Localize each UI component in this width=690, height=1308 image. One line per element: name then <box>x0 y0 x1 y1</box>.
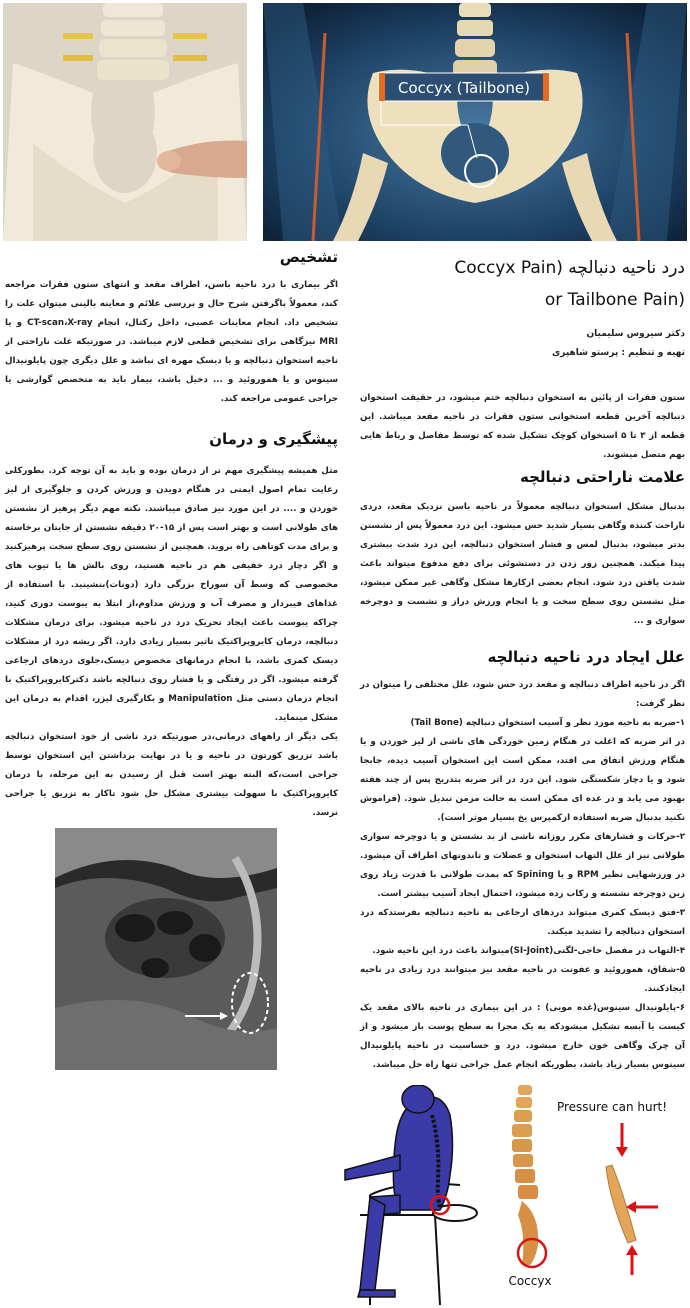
title-line-2: (or Tailbone Pain <box>544 290 685 310</box>
editor: تهیه و تنظیم : پرستو شاهپری <box>551 348 685 358</box>
pressure-label: Pressure can hurt! <box>556 1100 668 1114</box>
byline <box>360 325 685 363</box>
coccyx-diagram-label: Coccyx <box>508 1274 552 1288</box>
symptoms-paragraph: بدنبال مشکل استخوان دنبالچه معمولاً در ناحیه باسن نزدیک مقعد، دردی ناراحت کننده وگاهی بسیار شدید حس میشود. این درد معمولاً پس از نشستن بدتر میشود، بدنبال لمس و فشار استخوان دنبالچه، این درد شدت بیشتری پیدا میکند. همچنین زور زدن در دستشوئی برای دفع مدفوع میتواند باعث شدت یافتن درد شود. انجام بعضی ازکارها مشکل وگاهی غیر ممکن میشود، مثل نشستن روی سطح سخت و یا انجام ورزش دراز و نشست و دوچرخه سواری و ... <box>360 502 685 626</box>
diagnosis-heading: تشخیص <box>279 248 338 266</box>
prevention-paragraph: مثل همیشه پیشگیری مهم تر از درمان بوده و باید به آن توجه کرد. بطورکلی رعایت تمام اصول ایمنی در هنگام دویدن و ورزش کردن و جلوگیری از لیز خوردن و .... در این مورد نیز صادق میباشند. نکته مهم دیگر پرهیز از نشستن های طولانی است و بهتر است پس از ۱۵-۲۰ دقیقه نشستن از جایتان برخاسته و برای مدت کوتاهی راه بروید. همچنین از نشستن روی سطح سخت پرهیزکنید و اگر دچار درد خفیفی هم در ناحیه هستید، روی بالش ها یا تیوب های مخصوصی که وسط آن سوراخ بزرگی دارد (دونات)بنشینید. با استفاده از غذاهای فیبردار و مصرف آب و ورزش مداوم،از ابتلا به یبوست دوری کنید، چراکه یبوست باعث ایجاد تحریک درد در ناحیه میشود. برای درمان مشکلات دنبالچه، درمان کایروپراکتیک تاثیر بسیار زیادی دارد. اگر ریشه درد از مشکلات دیسک کمری باشد، با انجام درمانهای مخصوص دیسک،جلوی دردهای ارجاعی گرفته میشود. اگر در رفتگی و یا فشار روی دنبالچه باشد دکترکایروپراکتیک با انجام درمان دستی مثل Manipulation و بکارگیری لیزر، اقدام به درمان این مشکل مینماید. <box>5 466 338 723</box>
cause-4: ۴-التهاب در مفصل خاجی-لگنی(SI-Joint)میتواند باعث درد این ناحیه شود. <box>372 946 685 956</box>
article-title <box>360 258 685 278</box>
cause-6: ۶-پایلونیدال سینوس(غده مویی) : در این بیماری در ناحیه بالای مقعد یک کیست یا آبسه تشکیل میشودکه به یک مجرا به سطح پوست باز میشود و از آن چرک وگاهی خون خارج میشود. درد و حساسیت در ناحیه پایلونیدال سینوس بسیار زیاد باشد، بطوریکه انجام عمل جراحی تنها راه حل میباشد. <box>360 1003 685 1070</box>
pelvis-anatomy-render <box>263 3 687 241</box>
causes-intro: اگر در ناحیه اطراف دنبالچه و مقعد درد حس شود، علل مختلفی را میتوان در نظر گرفت: <box>360 680 685 709</box>
author: دکتر سیروس سلیمیان <box>586 329 685 339</box>
article-subtitle <box>385 290 685 310</box>
cause-3: ۳-فتق دیسک کمری میتواند دردهای ارجاعی به ناحیه دنبالچه بفرستدکه درد استخوان دنبالچه را تشدید میکند. <box>360 908 685 937</box>
diagnosis-paragraph: اگر بیماری با درد ناحیه باسن، اطراف مقعد و انتهای ستون فقرات مراجعه کند، معمولاً باگرفتن شرح حال و بررسی علائم و معاینه بالینی میتوان علت را تشخیص داد. انجام معاینات عصبی، داخل رکتال، انجام CT-scan،X-ray و یا MRI نیزگاهی برای تشخیص قطعی لازم میباشد. در صورتیکه علت ناراحتی از ناحیه استخوان دنبالچه و یا دیسک مهره ای نباشد و علل دیگری چون پایلونیدال سینوس و یا هموروئید و ... دخیل باشد، بیمار باید به متخصص گوارشی یا جراحی عمومی مراجعه کند. <box>5 280 338 404</box>
pelvis-anatomy-illustration <box>263 3 687 241</box>
mri-scan-image <box>55 828 277 1070</box>
prevention-heading: پیشگیری و درمان <box>209 430 338 448</box>
cause-1-text: در اثر ضربه که اغلب در هنگام زمین خوردگی های ناشی از لیز خوردن و یا هنگام ورزش اتفاق می افتد، ممکن است این استخوان آسیب دیده، جابجا شود و یا دچار شکستگی شود. این درد در اثر ضربه بتدریج پس از چند هفته بهبود می یابد و در عده ای ممکن است به حالت مزمن تبدیل شود. (فراموش نکنید بدنبال ضربه استفاده ازکمپرس یخ بسیار موثر است). <box>360 737 685 823</box>
spine-column-illustration <box>512 1085 546 1267</box>
pelvis-model-photo <box>3 3 247 241</box>
symptoms-heading: علامت ناراحتی دنبالچه <box>519 468 685 486</box>
symptoms-section <box>360 468 685 631</box>
causes-section <box>360 648 685 1075</box>
diagnosis-section <box>5 248 338 409</box>
title-line-1: درد ناحیه دنبالچه (Coccyx Pain <box>454 258 685 278</box>
intro-section <box>360 389 685 465</box>
cause-1-title: ۱-ضربه به ناحیه مورد نظر و آسیب استخوان دنبالچه (Tail Bone) <box>410 718 685 728</box>
mri-scan-illustration <box>55 828 277 1070</box>
sitting-posture-diagram <box>340 1085 686 1305</box>
posture-illustration <box>340 1085 686 1305</box>
cause-2: ۲-حرکات و فشارهای مکرر روزانه ناشی از بد نشستن و یا دوچرخه سواری طولانی نیز از علل التهاب استخوان و عضلات و تاندونهای اطراف آن میشود. در ورزشهایی نظیر RPM و یا Spining که بمدت طولانی با قدرت زیاد روی زین دوچرخه نشسته و رکاب زده میشود، احتمال ایجاد آسیب بیشتر است. <box>360 832 685 899</box>
intro-paragraph: ستون فقرات از پائین به استخوان دنبالچه ختم میشود، در حقیقت استخوان دنبالچه آخرین قطعه استخوانی ستون فقرات در ناحیه مقعد میباشد. این قطعه از ۳ تا ۵ استخوان کوچک تشکیل شده که توسط مفاصل و رباط هایی بهم متصل میشوند. <box>360 393 685 460</box>
pelvis-model-illustration <box>3 3 247 241</box>
coccyx-label: Coccyx (Tailbone) <box>397 79 531 97</box>
causes-heading: علل ایجاد درد ناحیه دنبالچه <box>487 648 685 666</box>
prevention-paragraph-2: یکی دیگر از راههای درمانی،در صورتیکه درد ناشی از خود استخوان دنبالچه باشد تزریق کورتون در ناحیه و یا در نهایت برداشتن این استخوان توسط جراحی است،که البته بهتر است قبل از رسیدن به این مرحله، با درمان کایروپراکتیک با سهولت بیشتری مشکل حل شود تاکار به تزریق یا جراحی نرسد. <box>5 732 338 818</box>
prevention-section <box>5 430 338 823</box>
cause-5: ۵-شقاق، هموروئید و عفونت در ناحیه مقعد نیز میتوانند درد زیادی در ناحیه ایجادکنند. <box>360 965 685 994</box>
